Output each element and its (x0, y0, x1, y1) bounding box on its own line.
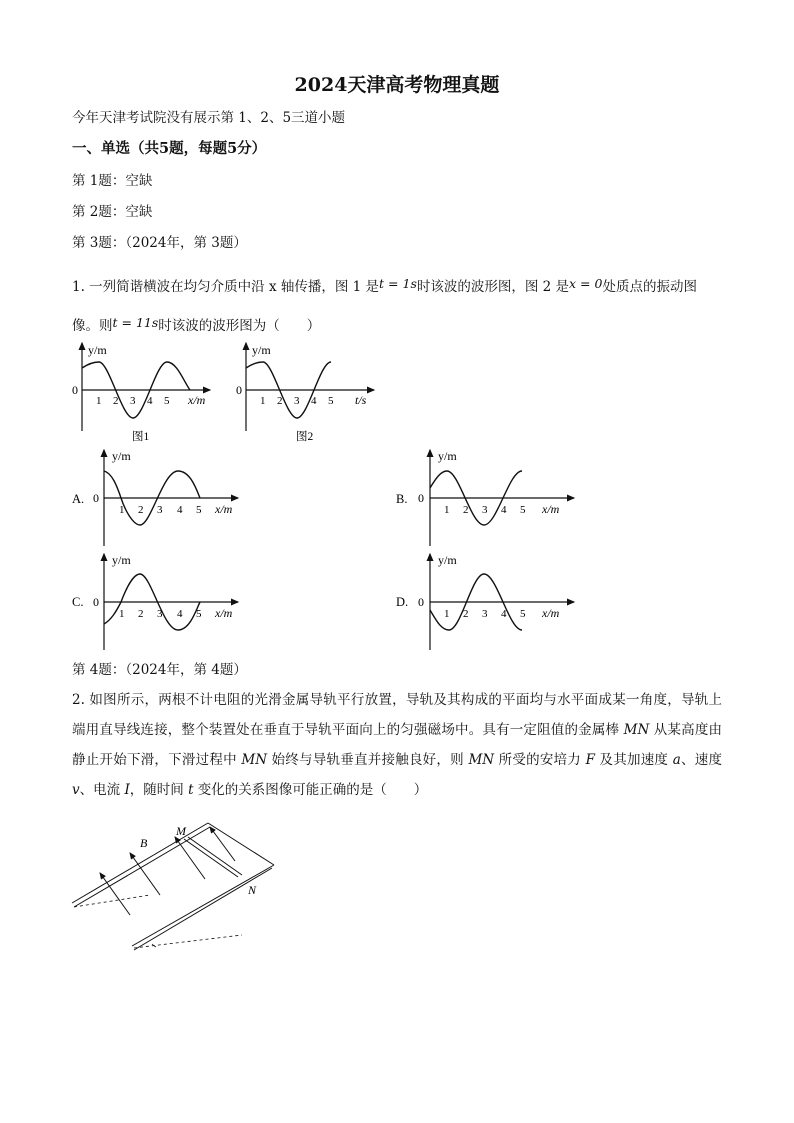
mn-symbol-3: MN (468, 752, 495, 768)
option-c-tick-4: 4 (177, 608, 183, 620)
problem2-text-f: 、速度 (680, 752, 722, 768)
current-symbol: I (124, 782, 130, 798)
option-a-y-label: y/m (112, 449, 131, 463)
option-c-tick-2: 2 (138, 608, 144, 620)
option-c-tick-5: 5 (196, 608, 202, 620)
fig1-tick-1: 1 (96, 395, 102, 407)
problem2-text-d: 所受的安培力 (494, 752, 586, 768)
option-a-label: A. (72, 492, 85, 506)
label-m: M (176, 824, 186, 838)
option-a-tick-1: 1 (119, 504, 125, 516)
problem1-text-5: 时该波的波形图为（ ） (158, 318, 321, 334)
option-d-tick-4: 4 (501, 608, 507, 620)
q3-line: 第 3题：（2024年，第 3题） (72, 235, 247, 251)
problem1-figures (60, 338, 740, 660)
option-d-x-label: x/m (542, 606, 560, 620)
problem2-text-b: 从某高度由静止开始下滑，下滑过程中 (72, 722, 723, 768)
force-symbol: F (585, 752, 595, 768)
option-b-x-label: x/m (542, 502, 560, 516)
option-c-label: C. (72, 595, 84, 609)
fig1-x-label: x/m (188, 393, 206, 407)
fig1-tick-5: 5 (164, 395, 170, 407)
option-d-tick-5: 5 (520, 608, 526, 620)
option-b-tick-5: 5 (520, 504, 526, 516)
figure-1-wave-graph (72, 343, 210, 443)
fig2-tick-1: 1 (260, 395, 266, 407)
problem1-line1 (72, 274, 697, 297)
problem2-text-i: 变化的关系图像可能正确的是（ ） (193, 782, 428, 798)
option-a-tick-4: 4 (177, 504, 183, 516)
option-c-origin: 0 (93, 595, 99, 609)
fig2-t-label: t/s (355, 393, 367, 407)
option-a-x-label: x/m (215, 502, 233, 516)
time-symbol: t (188, 782, 194, 798)
section-heading: 一、单选（共5题，每题5分） (72, 140, 267, 157)
equation-x0: x = 0 (569, 276, 603, 291)
option-d-label: D. (396, 595, 409, 609)
option-c-tick-3: 3 (157, 608, 163, 620)
option-c-x-label: x/m (215, 606, 233, 620)
option-c-y-label: y/m (112, 553, 131, 567)
rail-diagram (60, 815, 300, 960)
option-a-origin: 0 (93, 491, 99, 505)
problem2-text (72, 685, 722, 805)
figure-2-vibration-graph (236, 343, 374, 443)
option-d-y-label: y/m (438, 553, 457, 567)
mn-symbol-1: MN (623, 722, 650, 738)
option-d-tick-3: 3 (482, 608, 488, 620)
fig1-tick-4: 4 (147, 395, 153, 407)
option-b-tick-3: 3 (482, 504, 488, 516)
fig1-origin: 0 (72, 383, 78, 397)
problem1-text-1: 1. 一列简谐横波在均匀介质中沿 x 轴传播，图 1 是 (72, 279, 380, 295)
fig1-caption: 图1 (132, 431, 150, 443)
option-b-y-label: y/m (438, 449, 457, 463)
mn-symbol-2: MN (241, 752, 268, 768)
q2-line: 第 2题：空缺 (72, 204, 153, 220)
option-b-tick-4: 4 (501, 504, 507, 516)
option-a-tick-2: 2 (138, 504, 144, 516)
q4-line: 第 4题：（2024年，第 4题） (72, 662, 247, 678)
page-title: 2024天津高考物理真题 (294, 74, 500, 96)
q1-line: 第 1题：空缺 (72, 173, 153, 189)
fig1-tick-3: 3 (130, 395, 136, 407)
fig1-y-label: y/m (88, 343, 107, 357)
velocity-symbol: v (72, 782, 80, 798)
problem2-text-a: 2. 如图所示，两根不计电阻的光滑金属导轨平行放置，导轨及其构成的平面均与水平面成某一角度，导轨上端用直导线连接，整个装置处在垂直于导轨平面向上的匀强磁场中。具有一定阻值的金属棒 (72, 692, 722, 738)
problem1-text-2: 时该波的波形图，图 2 是 (416, 279, 570, 295)
problem1-text-3: 处质点的振动图 (602, 279, 697, 295)
option-a-tick-5: 5 (196, 504, 202, 516)
option-b-label: B. (396, 492, 408, 506)
fig2-y-label: y/m (252, 343, 271, 357)
option-d-tick-2: 2 (463, 608, 469, 620)
note-line: 今年天津考试院没有展示第 1、2、5三道小题 (72, 110, 346, 126)
fig2-tick-5: 5 (328, 395, 334, 407)
problem2-text-h: ，随时间 (129, 782, 189, 798)
option-c-tick-1: 1 (119, 608, 125, 620)
acceleration-symbol: a (672, 752, 681, 768)
option-a-tick-3: 3 (157, 504, 163, 516)
fig2-origin: 0 (236, 383, 242, 397)
option-d-graph[interactable] (396, 553, 574, 650)
problem1-text-4: 像。则 (72, 318, 113, 334)
option-b-tick-2: 2 (463, 504, 469, 516)
problem2-text-e: 及其加速度 (594, 752, 673, 768)
fig2-caption: 图2 (296, 431, 314, 443)
problem2-text-g: 、电流 (79, 782, 125, 798)
option-d-tick-1: 1 (444, 608, 450, 620)
option-d-origin: 0 (418, 595, 424, 609)
fig2-tick-4: 4 (311, 395, 317, 407)
fig2-tick-3: 3 (294, 395, 300, 407)
equation-t11: t = 11s (112, 315, 159, 330)
option-c-graph[interactable] (72, 553, 238, 650)
problem2-text-c: 始终与导轨垂直并接触良好，则 (267, 752, 469, 768)
fig1-tick-2: 2 (113, 395, 119, 407)
label-n: N (248, 883, 257, 897)
label-b: B (140, 836, 148, 850)
equation-t1: t = 1s (379, 276, 417, 291)
problem1-line2 (72, 313, 320, 336)
option-a-graph[interactable] (72, 449, 238, 546)
fig2-tick-2: 2 (277, 395, 283, 407)
option-b-tick-1: 1 (444, 504, 450, 516)
option-b-graph[interactable] (396, 449, 574, 546)
option-b-origin: 0 (418, 491, 424, 505)
